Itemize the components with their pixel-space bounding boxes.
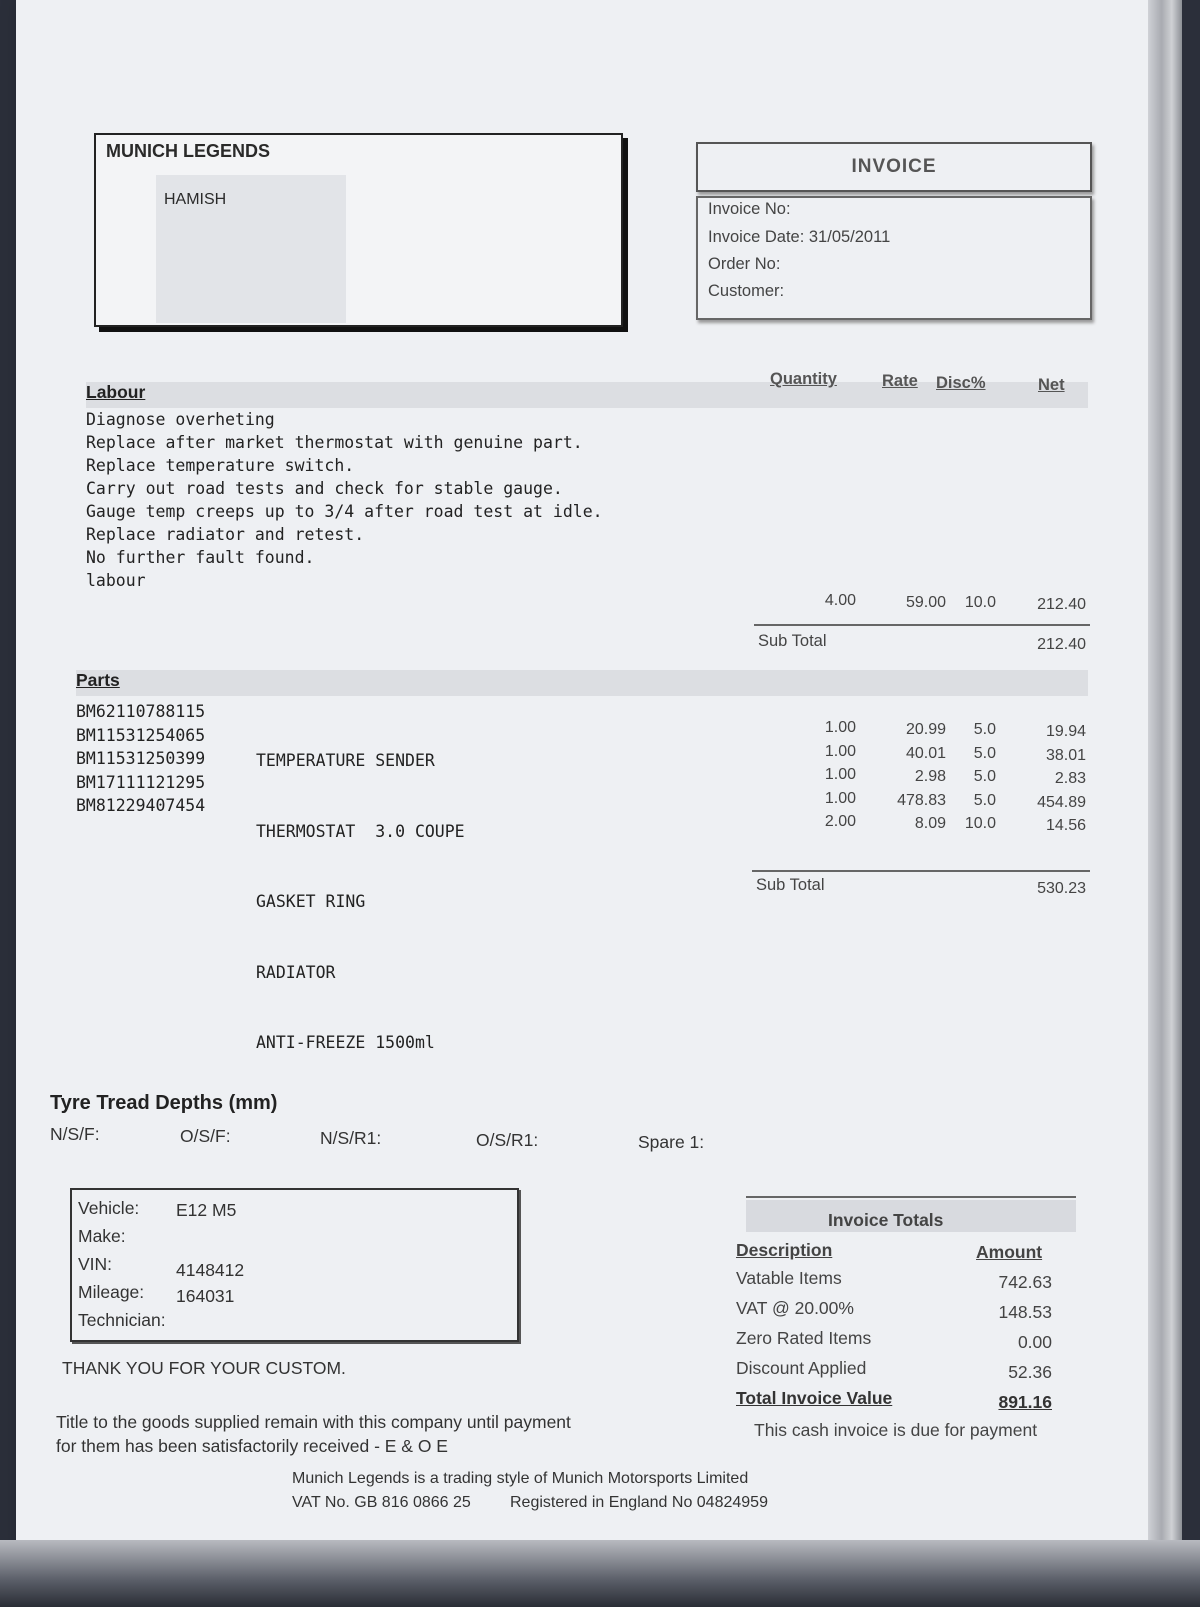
totals-row-label: Discount Applied xyxy=(736,1358,867,1378)
company-name: MUNICH LEGENDS xyxy=(106,141,271,161)
totals-row-value: 52.36 xyxy=(1008,1362,1052,1382)
tyre-osf-label: O/S/F: xyxy=(180,1126,231,1146)
title-terms-line2: for them has been satisfactorily received - E & O E xyxy=(56,1436,448,1456)
part-qty: 1.00 xyxy=(824,789,856,807)
part-net: 454.89 xyxy=(1037,793,1086,811)
totals-row-value: 148.53 xyxy=(998,1302,1052,1322)
labour-quantity: 4.00 xyxy=(824,592,856,609)
invoice-title-box xyxy=(696,142,1092,192)
title-terms-line1: Title to the goods supplied remain with this company until payment xyxy=(56,1412,571,1432)
labour-net: 212.40 xyxy=(1037,596,1086,613)
part-net: 19.94 xyxy=(1045,723,1086,740)
tyre-nsf-label: N/S/F: xyxy=(50,1124,100,1144)
tyre-tread-heading: Tyre Tread Depths (mm) xyxy=(50,1092,278,1114)
labour-subtotal-label: Sub Total xyxy=(758,632,827,650)
registration-line: Registered in England No 04824959 xyxy=(510,1494,768,1511)
page-bottom-edge xyxy=(0,1540,1200,1607)
parts-header-bar xyxy=(76,670,1088,696)
total-invoice-value-label: Total Invoice Value xyxy=(736,1388,893,1408)
labour-line: Replace temperature switch. xyxy=(86,456,355,475)
vin-value: 4148412 xyxy=(176,1260,245,1280)
labour-description xyxy=(86,408,603,592)
part-rate: 40.01 xyxy=(905,744,946,762)
labour-line: Carry out road tests and check for stable gauge. xyxy=(86,479,563,498)
part-rate: 2.98 xyxy=(914,768,946,785)
part-qty: 2.00 xyxy=(824,813,856,830)
labour-heading: Labour xyxy=(86,382,146,402)
make-label: Make: xyxy=(78,1226,126,1246)
part-rate: 20.99 xyxy=(905,721,946,738)
payment-due-note: This cash invoice is due for payment xyxy=(754,1420,1038,1440)
totals-row-label: VAT @ 20.00% xyxy=(736,1298,854,1318)
col-net: Net xyxy=(1038,376,1065,394)
total-invoice-value: 891.16 xyxy=(998,1392,1052,1412)
customer-label: Customer: xyxy=(708,282,785,300)
labour-line: Diagnose overheting xyxy=(86,410,275,429)
part-rate: 478.83 xyxy=(897,791,946,809)
col-disc: Disc% xyxy=(936,374,986,392)
part-qty: 1.00 xyxy=(824,719,856,736)
invoice-title: INVOICE xyxy=(851,156,937,177)
totals-top-rule xyxy=(746,1196,1076,1198)
totals-row-label: Vatable Items xyxy=(736,1268,842,1288)
part-net: 2.83 xyxy=(1054,770,1086,787)
technician-label: Technician: xyxy=(78,1310,166,1330)
totals-description-head: Description xyxy=(736,1240,833,1260)
totals-row-value: 742.63 xyxy=(998,1272,1052,1292)
part-description: GASKET RING xyxy=(256,892,366,911)
part-disc: 10.0 xyxy=(964,815,996,832)
totals-row-label: Zero Rated Items xyxy=(736,1328,872,1348)
part-description: THERMOSTAT 3.0 COUPE xyxy=(256,821,465,841)
part-disc: 5.0 xyxy=(973,744,996,762)
thank-you-note: THANK YOU FOR YOUR CUSTOM. xyxy=(62,1358,346,1378)
vin-label: VIN: xyxy=(78,1254,113,1274)
invoice-details-box xyxy=(696,196,1092,320)
parts-subtotal-label: Sub Total xyxy=(756,876,825,894)
labour-disc: 10.0 xyxy=(964,594,996,611)
part-rate: 8.09 xyxy=(914,815,946,832)
tyre-osr1-label: O/S/R1: xyxy=(476,1130,539,1150)
col-rate: Rate xyxy=(882,372,918,390)
part-code: BM11531250399 xyxy=(76,749,206,768)
invoice-date-label: Invoice Date: 31/05/2011 xyxy=(708,228,891,246)
contact-name: HAMISH xyxy=(164,191,227,208)
invoice-page xyxy=(16,0,1148,1560)
order-no-label: Order No: xyxy=(708,255,781,273)
parts-subtotal-rule xyxy=(752,870,1090,872)
part-disc: 5.0 xyxy=(973,791,996,809)
part-net: 38.01 xyxy=(1045,746,1086,764)
part-qty: 1.00 xyxy=(824,742,856,760)
parts-nets xyxy=(1006,720,1086,838)
labour-line: Gauge temp creeps up to 3/4 after road test at idle. xyxy=(86,502,603,521)
parts-rates xyxy=(866,718,946,836)
page-stack-edge xyxy=(1148,0,1182,1580)
labour-rate: 59.00 xyxy=(905,594,946,611)
mileage-label: Mileage: xyxy=(78,1282,145,1302)
tyre-spare-label: Spare 1: xyxy=(638,1132,705,1152)
parts-discounts xyxy=(941,718,996,836)
part-qty: 1.00 xyxy=(824,766,856,783)
labour-subtotal-rule xyxy=(754,624,1090,626)
tyre-nsr1-label: N/S/R1: xyxy=(320,1128,382,1148)
labour-subtotal-value: 212.40 xyxy=(1037,636,1086,653)
parts-subtotal-value: 530.23 xyxy=(1037,880,1086,897)
vehicle-box xyxy=(70,1188,519,1342)
labour-line: labour xyxy=(86,571,146,590)
parts-codes xyxy=(76,700,205,818)
part-description: TEMPERATURE SENDER xyxy=(256,751,435,770)
vat-number-line: VAT No. GB 816 0866 25 xyxy=(292,1494,471,1511)
parts-descriptions xyxy=(256,702,465,1102)
labour-line: No further fault found. xyxy=(86,548,315,567)
part-disc: 5.0 xyxy=(973,768,996,785)
vehicle-label: Vehicle: xyxy=(78,1198,140,1218)
part-description: RADIATOR xyxy=(256,962,336,982)
invoice-no-label: Invoice No: xyxy=(708,200,791,218)
company-box xyxy=(94,133,623,327)
part-code: BM62110788115 xyxy=(76,702,206,721)
trading-style-line: Munich Legends is a trading style of Munich Motorsports Limited xyxy=(292,1470,749,1487)
col-quantity: Quantity xyxy=(770,370,837,388)
labour-line: Replace after market thermostat with genuine part. xyxy=(86,433,583,452)
part-net: 14.56 xyxy=(1045,817,1086,834)
part-code: BM17111121295 xyxy=(76,772,206,792)
part-disc: 5.0 xyxy=(973,721,996,738)
labour-line: Replace radiator and retest. xyxy=(86,525,365,544)
vehicle-value: E12 M5 xyxy=(176,1200,237,1220)
part-code: BM81229407454 xyxy=(76,796,206,815)
part-description: ANTI-FREEZE 1500ml xyxy=(256,1033,435,1052)
part-code: BM11531254065 xyxy=(76,725,206,745)
totals-heading: Invoice Totals xyxy=(828,1210,944,1230)
parts-heading: Parts xyxy=(76,670,120,690)
totals-amount-head: Amount xyxy=(976,1242,1043,1262)
parts-quantities xyxy=(776,716,856,834)
mileage-value: 164031 xyxy=(176,1286,235,1306)
totals-row-value: 0.00 xyxy=(1017,1332,1052,1352)
